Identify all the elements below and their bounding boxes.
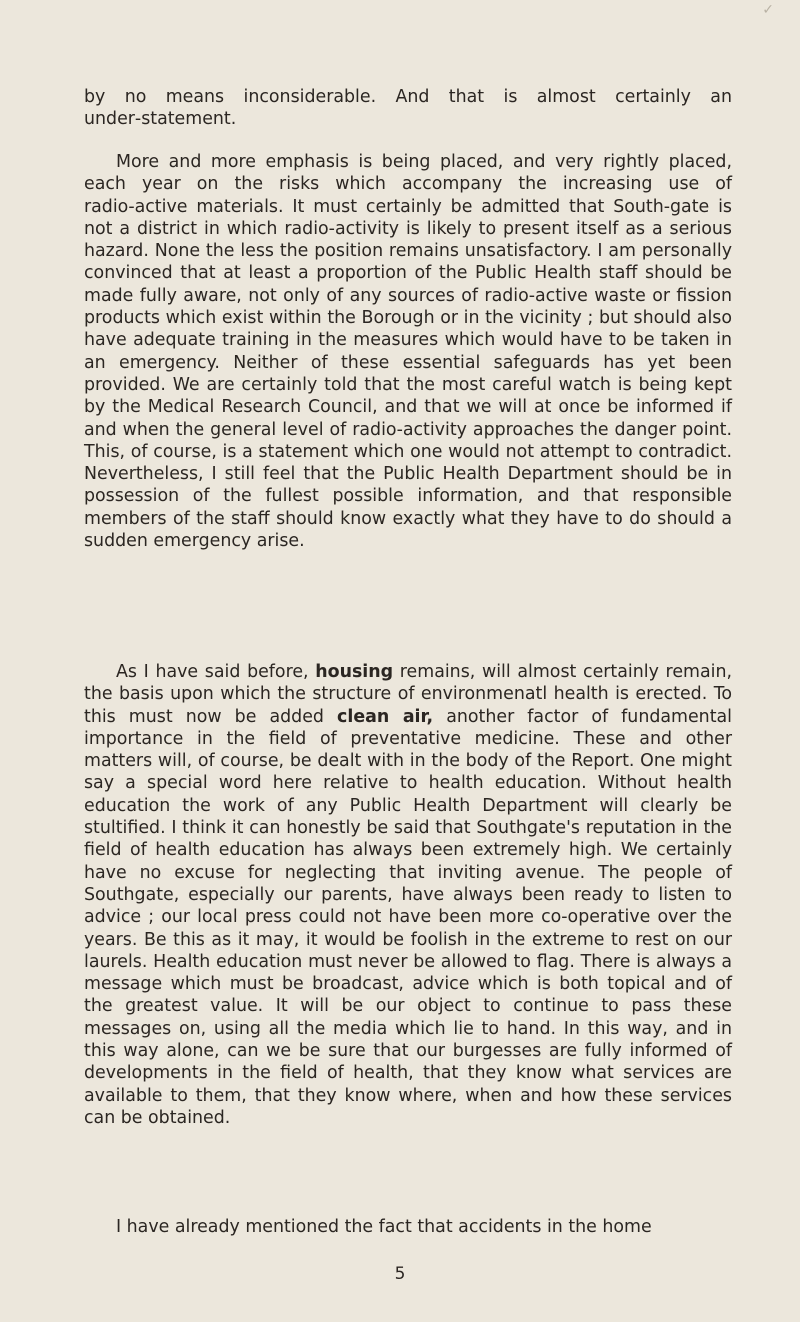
paragraph-accidents [84,1216,732,1238]
bold-term-clean-air: clean air, [337,706,434,727]
paragraph-text: by no means inconsiderable. And that is almost certainly an under‑statement. [84,87,732,130]
paragraph-text-part: remains, will almost certainly remain, the basis upon which the structure of environmenatl health is erected. To this must now be added [84,662,732,727]
paragraph-housing-clean-air [84,661,732,1129]
paragraph-text: More and more emphasis is being placed, and very rightly placed, each year on the risks which accompany the increasing use of radio‑active materials. It must certainly be admitted that South‑gate is not a district in which radio‑activity is likely to present itself as a serious hazard. None the less the position remains unsatisfactory. I am personally convinced that at least a proportion of the Public Health staff should be made fully aware, not only of any sources of radio‑active waste or fission products which exist within the Borough or in the vicinity ; but should also have adequate training in the measures which would have to be taken in an emergency. Neither of these essential safeguards has yet been provided. We are certainly told that the most careful watch is being kept by the Medical Research Council, and that we will at once be informed if and when the general level of radio‑activity approaches the danger point. This, of course, is a statement which one would not attempt to contradict. Nevertheless, I still feel that the Public Health Department should be in possession of the fullest possible information, and that responsible members of the staff should know exactly what they have to do should a sudden emergency arise. [84,152,732,552]
page-number: 5 [394,1264,406,1284]
bold-term-housing: housing [315,662,394,682]
paragraph-radioactivity [84,151,732,552]
corner-tick-mark: ✓ [762,2,774,18]
paragraph-text-part: another factor of fundamental importance in the field of preventative medicine. These and other matters will, of course, be dealt with in the body of the Report. One might say a special word here relative to health education. Without health education the work of any Public Health Department will clearly be stultified. I think it can honestly be said that Southgate's reputation in the field of health education has always been extremely high. We certainly have no excuse for neglecting that inviting avenue. The people of Southgate, especially our parents, have always been ready to listen to advice ; our local press could not have been more co‑operative over the years. Be this as it may, it would be foolish in the extreme to rest on our laurels. Health education must never be allowed to flag. There is always a message which must be broadcast, advice which is both topical and of the greatest value. It will be our object to continue to pass these messages on, using all the media which lie to hand. In this way, and in this way alone, can we be sure that our burgesses are fully informed of developments in the field of health, that they know what services are available to them, that they know where, when and how these services can be obtained. [84,706,733,1128]
paragraph-text-part: As I have said before, [116,662,316,682]
paragraph-continuation [84,86,732,131]
paragraph-text: I have already mentioned the fact that accidents in the home [116,1217,652,1237]
